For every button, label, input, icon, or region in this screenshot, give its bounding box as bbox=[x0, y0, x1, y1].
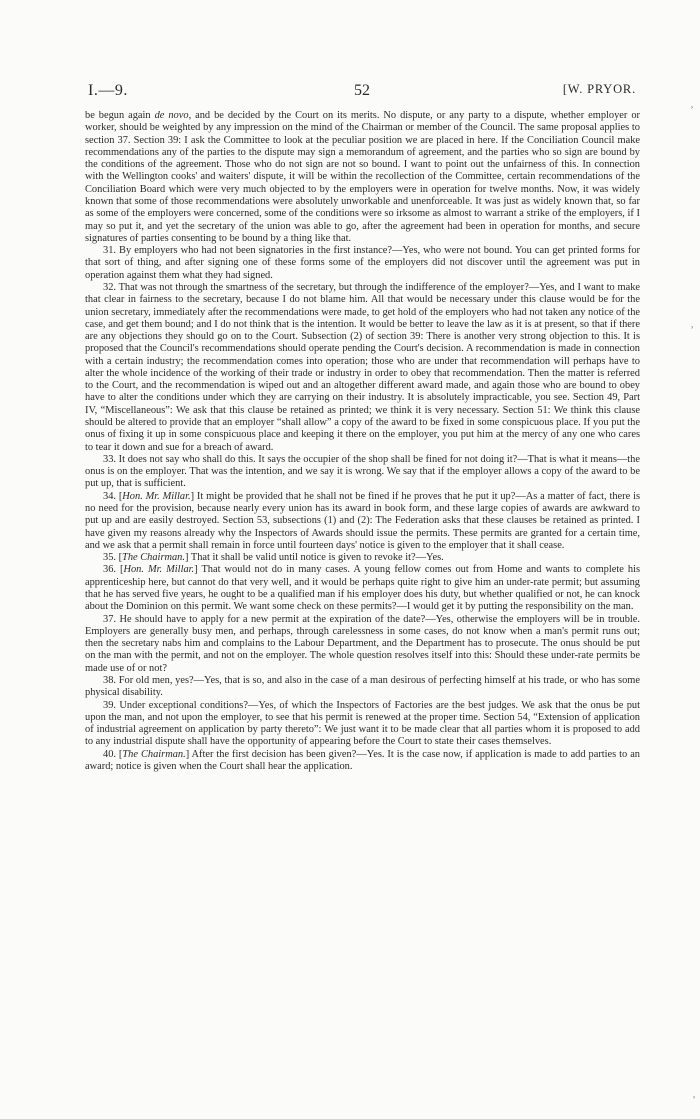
paragraph-text: ] After the first decision has been given?—Yes. It is the case now, if application is made to add parties to an award; notice is given when the Court shall hear the application. bbox=[85, 748, 641, 772]
paragraph bbox=[85, 454, 640, 491]
speaker-name: Hon. Mr. Millar. bbox=[122, 490, 191, 502]
question-number: 40. [ bbox=[103, 748, 123, 760]
paragraph bbox=[85, 491, 640, 552]
paragraph bbox=[85, 552, 640, 564]
paragraph bbox=[85, 110, 640, 245]
paragraph bbox=[85, 282, 640, 454]
paragraph-text: 31. By employers who had not been signatories in the first instance?—Yes, who were not bound. You can get printed forms for that sort of thing, and after signing one of these forms some of the employers did not discover until the agreement was put in operation against them what they had signed. bbox=[85, 245, 640, 281]
paragraph-text: ] That would not do in many cases. A young fellow comes out from Home and wants to complete his apprenticeship here, but cannot do that very well, and it would be perhaps quite right to give him an under-rate permit; but assuming that he has served five years, he ought to be a qualified man if his employer does his duty, but whether qualified or not, he can knock about the Dominion on this permit. We want some check on these permits?—I would get it by putting the responsibility on the man. bbox=[85, 564, 640, 613]
margin-mark: ˒ bbox=[692, 1088, 696, 1102]
paragraph-text: 33. It does not say who shall do this. It says the occupier of the shop shall be fined for not doing it?—That is what it means—the onus is on the employer. That was the intention, and we say it is wrong. We say that if the employer allows a copy of the award to be put up, that is sufficient. bbox=[85, 453, 640, 490]
question-number: 36. [ bbox=[103, 564, 124, 576]
paragraph-text: 38. For old men, yes?—Yes, that is so, and also in the case of a man desirous of perfecting himself at his trade, or who has some physical disability. bbox=[85, 674, 640, 699]
paragraph-text: ] That it shall be valid until notice is given to revoke it?—Yes. bbox=[184, 552, 444, 564]
page-number: 52 bbox=[354, 82, 370, 99]
paragraph-text: 37. He should have to apply for a new permit at the expiration of the date?—Yes, otherwise the employers will be in trouble. Employers are generally busy men, and perhaps, through carelessness in some cases, do not know when a man's permit runs out; then the secretary nabs him and complains to the Labour Department, and the Department has to prosecute. The onus should be put on the man with the permit, and not on the employer. The whole question resolves itself into this: Should these under-rate permits be made use of or not? bbox=[85, 613, 640, 674]
document-body bbox=[85, 110, 640, 773]
speaker-name: The Chairman. bbox=[122, 748, 186, 760]
paragraph bbox=[85, 700, 640, 749]
speaker-name: Hon. Mr. Millar. bbox=[123, 564, 195, 576]
paragraph-text: 32. That was not through the smartness of the secretary, but through the indifference of the employer?—Yes, and I want to make that clear in fairness to the secretary, because I do not blame him. All that would be necessary under this clause would be for the union secretary, immediately after the recommendations were made, to get hold of the employers who had not taken any notice of the case, and get them bound; and I do not think that is the intention. It would be better to leave the law as it is at present, so that if there are any objections they should go on to the Court. Subsection (2) of section 39: There is another very strong objection to this. It is proposed that the Council's recommendations should operate pending the Court's decision. A recommendation is made in connection with a certain industry; the recommendation comes into operation; those who are under that recommendation will perhaps have to alter the whole incidence of the working of their trade or industry in order to obey that recommendation. Then the matter is referred to the Court, and the recommendation is wiped out and an altogether different award made, and again those who are bound to obey have to alter the conditions under which they are carrying on their industry. It is absolutely impracticable, you see. Section 49, Part IV, “Miscellaneous”: We ask that this clause be retained as printed; we think it is very necessary. Section 51: We think this clause should be altered to provide that an employer “shall allow” a copy of the award to be fixed in some conspicuous place. If you put the onus of fixing it up in some conspicuous place and keeping it there on the employer, you put him at the mercy of any one who cares to tear it down and sue for a breach of award. bbox=[85, 281, 640, 453]
page-header bbox=[88, 82, 636, 104]
document-reference: I.—9. bbox=[88, 82, 128, 99]
question-number: 35. [ bbox=[103, 552, 123, 564]
witness-name: [W. PRYOR. bbox=[562, 82, 636, 96]
paragraph bbox=[85, 614, 640, 675]
paragraph-text: 39. Under exceptional conditions?—Yes, of which the Inspectors of Factories are the best judges. We ask that the onus be put upon the man, and not upon the employer, to see that his permit is renewed at the proper time. Section 54, “Extension of application of industrial agreement on application by party thereto”: We just want it to be made clear that all parties whom it is proposed to add to any industrial dispute shall have the opportunity of appearing before the Court to state their cases themselves. bbox=[85, 699, 640, 748]
margin-mark: ˒ bbox=[690, 318, 694, 332]
paragraph-text: ] It might be provided that he shall not be fined if he proves that he put it up?—As a matter of fact, there is no need for the provision, because nearly every union has its award in book form, and these large copies of awards are awkward to put up and are easily destroyed. Section 53, subsections (1) and (2): The Federation asks that these clauses be retained as printed. I have given my reasons already why the Inspectors of Awards should issue the permits. These permits are granted for a certain time, and we ask that a permit shall remain in force until fourteen days' notice is given to the employer that it shall cease. bbox=[85, 490, 640, 551]
paragraph-text: be begun again de novo, and be decided by the Court on its merits. No dispute, or any party to a dispute, whether employer or worker, should be weighted by any impression on the mind of the Chairman or member of the Council. The same proposal applies to section 37. Section 39: I ask the Committee to look at the peculiar position we are placed in here. If the Conciliation Council make recommendations any of the parties to the dispute may sign a memorandum of agreement, and the parties who so sign are bound by the conditions of the agreement. Those who do not sign are not so bound. I want to point out the unfairness of this. In connection with the Wellington cooks' and waiters' dispute, it will be within the recollection of the Committee, certain recommendations of the Conciliation Board which were very much objected to by the employers were in operation for twelve months. Now, it was widely known that some of those recommendations were absolutely unworkable and unenforceable. It was just as widely known that, so far as some of the employers were concerned, some of the conditions were so irksome as almost to warrant a strike of the employers, if I may so put it, and yet the secretary of the union was able to go, after the agreement had been in operation for months, and secure signatures of parties consenting to be bound by a thing like that. bbox=[85, 110, 640, 244]
paragraph bbox=[85, 749, 640, 774]
question-number: 34. [ bbox=[103, 490, 123, 502]
speaker-name: The Chairman. bbox=[122, 552, 185, 564]
margin-mark: ˒ bbox=[690, 98, 694, 112]
paragraph bbox=[85, 675, 640, 700]
paragraph bbox=[85, 564, 640, 613]
paragraph bbox=[85, 245, 640, 282]
